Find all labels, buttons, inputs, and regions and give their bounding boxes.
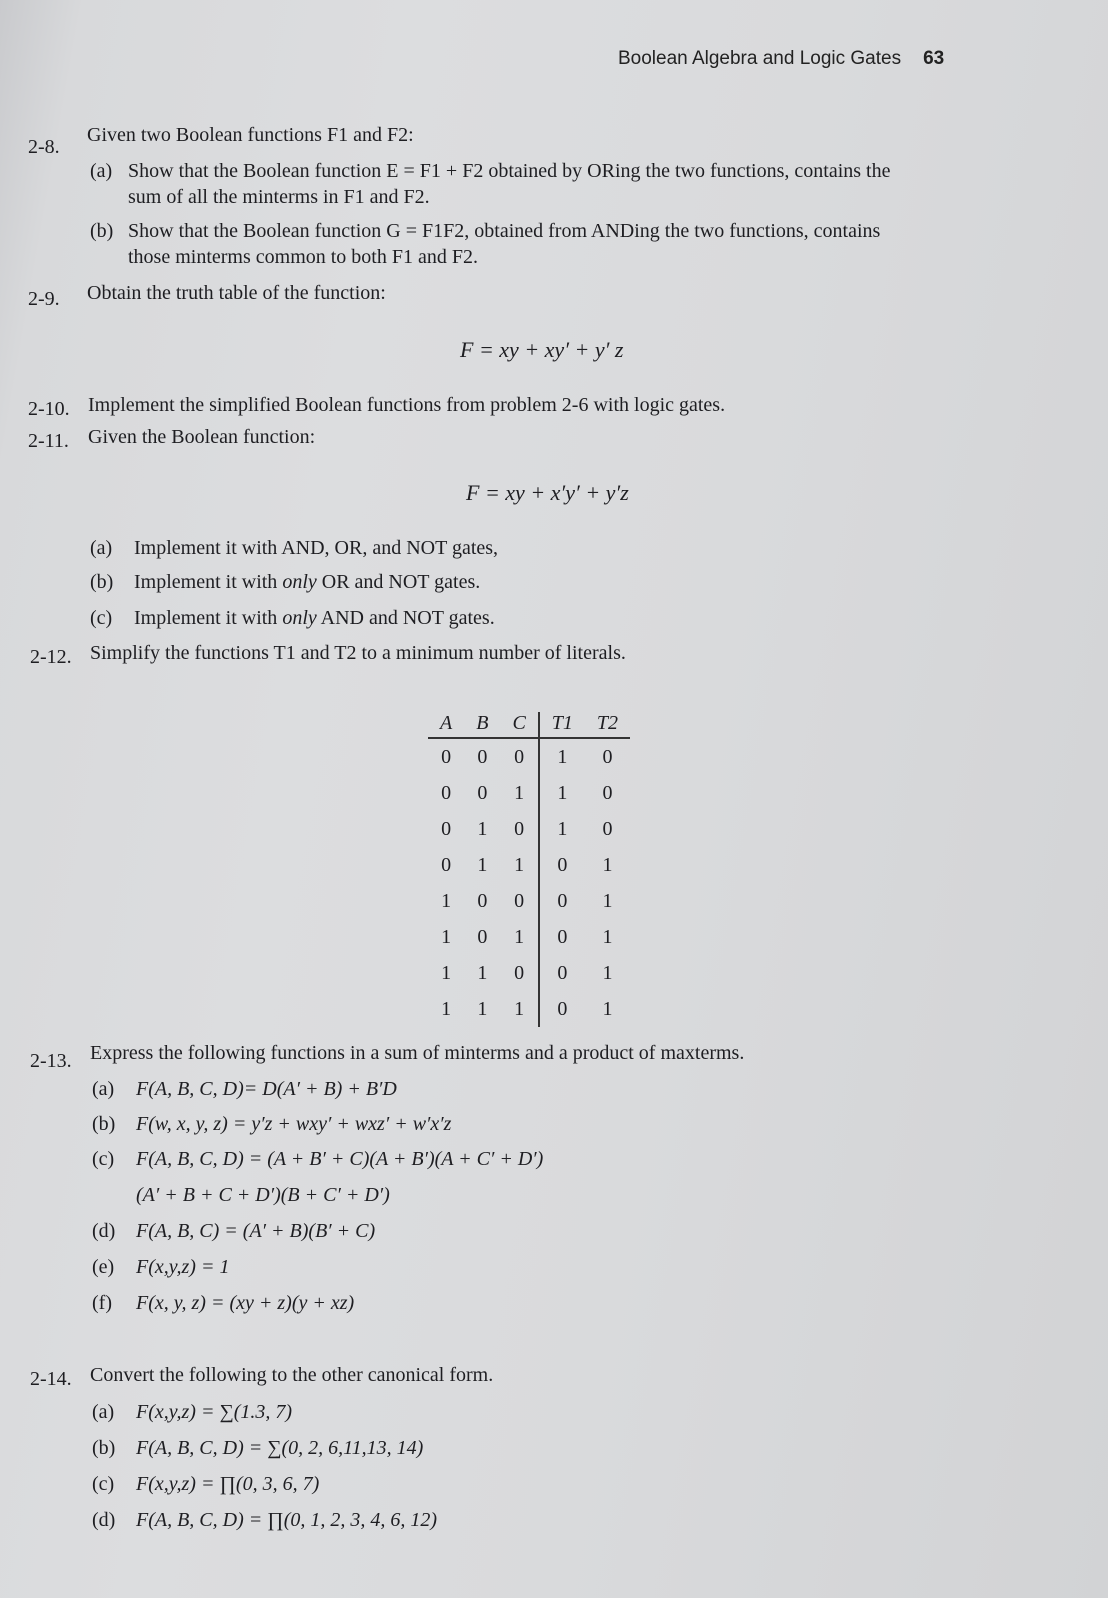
item-label: (c) — [92, 1148, 115, 1170]
item-text: Show that the Boolean function G = F1F2, obtained from ANDing the two functions, contains — [128, 220, 881, 242]
table-row — [428, 883, 630, 919]
table-header-row — [428, 712, 630, 738]
cell: 0 — [514, 961, 525, 984]
cell: 1 — [441, 889, 452, 912]
table-row — [428, 738, 630, 775]
cell: 0 — [539, 955, 585, 991]
table-row — [428, 919, 630, 955]
problem-stem: Simplify the functions T1 and T2 to a minimum number of literals. — [90, 642, 626, 664]
cell: 0 — [539, 847, 585, 883]
cell: 1 — [441, 961, 452, 984]
formula: F(A, B, C, D) = ∑(0, 2, 6,11,13, 14) — [136, 1437, 424, 1459]
table-row — [428, 991, 630, 1027]
list-item — [92, 1509, 437, 1532]
chapter-title: Boolean Algebra and Logic Gates — [618, 48, 902, 69]
list-item — [92, 1437, 423, 1460]
item-label: (a) — [92, 1401, 115, 1423]
item-text: Show that the Boolean function E = F1 + F2 obtained by ORing the two functions, contains the — [128, 160, 891, 182]
problem-number: 2-13. — [30, 1050, 72, 1072]
problem-number: 2-9. — [28, 288, 60, 310]
cell: 0 — [514, 745, 525, 768]
item-label: (c) — [90, 607, 113, 629]
item-label: (b) — [90, 220, 114, 242]
cell: 0 — [539, 883, 585, 919]
list-item — [92, 1401, 292, 1424]
cell: 0 — [539, 991, 585, 1027]
column-header: T1 — [539, 712, 585, 738]
formula: F(x,y,z) = 1 — [136, 1256, 230, 1278]
problem-number: 2-14. — [30, 1368, 72, 1390]
item-label: (a) — [90, 160, 113, 182]
column-header: A — [428, 712, 464, 738]
item-text: Implement it with — [134, 571, 283, 593]
item-label: (f) — [92, 1292, 112, 1314]
problem-stem: Implement the simplified Boolean functions from problem 2-6 with logic gates. — [88, 394, 726, 416]
table-row — [428, 811, 630, 847]
cell: 1 — [477, 997, 488, 1020]
page-number: 63 — [923, 48, 945, 69]
cell: 0 — [477, 745, 488, 768]
cell: 1 — [539, 738, 585, 775]
item-text: sum of all the minterms in F1 and F2. — [128, 186, 430, 208]
cell: 0 — [441, 817, 452, 840]
cell: 1 — [602, 889, 613, 912]
list-item — [92, 1184, 390, 1207]
list-item — [90, 607, 495, 630]
list-item — [92, 1113, 451, 1136]
problem-stem: Obtain the truth table of the function: — [87, 282, 386, 304]
list-item — [90, 537, 498, 560]
cell: 1 — [602, 925, 613, 948]
list-item — [92, 1078, 397, 1101]
cell: 0 — [477, 889, 488, 912]
item-text: Implement it with — [134, 607, 283, 629]
cell: 1 — [514, 781, 525, 804]
cell: 1 — [539, 775, 585, 811]
cell: 1 — [514, 925, 525, 948]
cell: 1 — [539, 811, 585, 847]
problem-stem: Express the following functions in a sum of minterms and a product of maxterms. — [90, 1042, 745, 1064]
item-label: (a) — [90, 537, 113, 559]
cell: 0 — [441, 781, 452, 804]
problem-stem: Given two Boolean functions F1 and F2: — [87, 124, 414, 146]
emphasis: only — [282, 607, 317, 629]
cell: 1 — [602, 997, 613, 1020]
cell: 0 — [441, 853, 452, 876]
cell: 1 — [514, 997, 525, 1020]
item-text: AND and NOT gates. — [316, 607, 495, 629]
truth-table — [428, 712, 630, 1027]
running-header — [618, 48, 944, 70]
cell: 0 — [602, 817, 613, 840]
formula: F(x, y, z) = (xy + z)(y + xz) — [136, 1292, 355, 1314]
cell: 0 — [477, 925, 488, 948]
list-item — [90, 571, 480, 594]
cell: 0 — [539, 919, 585, 955]
item-text: OR and NOT gates. — [316, 571, 481, 593]
cell: 0 — [514, 889, 525, 912]
cell: 0 — [441, 745, 452, 768]
formula: F(A, B, C, D) = (A + B′ + C)(A + B′)(A + C′ + D′) — [136, 1148, 544, 1170]
problem-number: 2-8. — [28, 136, 60, 158]
cell: 1 — [602, 853, 613, 876]
list-item — [92, 1220, 375, 1243]
equation: F = xy + xy′ + y′ z — [460, 337, 624, 362]
cell: 0 — [602, 745, 613, 768]
cell: 0 — [514, 817, 525, 840]
cell: 0 — [477, 781, 488, 804]
column-header: B — [464, 712, 500, 738]
item-label: (b) — [90, 571, 114, 593]
formula: F(A, B, C, D) = ∏(0, 1, 2, 3, 4, 6, 12) — [136, 1509, 438, 1531]
item-label: (b) — [92, 1113, 116, 1135]
table-row — [428, 955, 630, 991]
item-label: (d) — [92, 1220, 116, 1242]
cell: 1 — [441, 997, 452, 1020]
formula: (A′ + B + C + D′)(B + C′ + D′) — [136, 1184, 390, 1206]
cell: 0 — [602, 781, 613, 804]
emphasis: only — [282, 571, 317, 593]
formula: F(w, x, y, z) = y′z + wxy′ + wxz′ + w′x′z — [136, 1113, 452, 1135]
item-text: Implement it with AND, OR, and NOT gates, — [134, 537, 499, 559]
problem-number: 2-11. — [28, 430, 69, 452]
list-item — [92, 1256, 229, 1279]
item-label: (d) — [92, 1509, 116, 1531]
list-item — [92, 1473, 319, 1496]
equation: F = xy + x′y′ + y′z — [466, 480, 629, 505]
cell: 1 — [477, 853, 488, 876]
item-label: (e) — [92, 1256, 115, 1278]
problem-stem: Given the Boolean function: — [88, 426, 316, 448]
list-item — [92, 1148, 543, 1171]
problem-number: 2-10. — [28, 398, 70, 420]
cell: 1 — [477, 961, 488, 984]
item-text: those minterms common to both F1 and F2. — [128, 246, 478, 268]
cell: 1 — [441, 925, 452, 948]
list-item — [92, 1292, 354, 1315]
item-label: (c) — [92, 1473, 115, 1495]
problem-number: 2-12. — [30, 646, 72, 668]
column-header: C — [500, 712, 538, 738]
problem-stem: Convert the following to the other canonical form. — [90, 1364, 494, 1386]
cell: 1 — [514, 853, 525, 876]
table-row — [428, 847, 630, 883]
cell: 1 — [477, 817, 488, 840]
cell: 1 — [602, 961, 613, 984]
item-label: (a) — [92, 1078, 115, 1100]
formula: F(x,y,z) = ∑(1.3, 7) — [136, 1401, 293, 1423]
item-label: (b) — [92, 1437, 116, 1459]
formula: F(A, B, C) = (A′ + B)(B′ + C) — [136, 1220, 376, 1242]
formula: F(x,y,z) = ∏(0, 3, 6, 7) — [136, 1473, 320, 1495]
table-row — [428, 775, 630, 811]
column-header: T2 — [585, 712, 630, 738]
formula: F(A, B, C, D)= D(A′ + B) + B′D — [136, 1078, 397, 1100]
